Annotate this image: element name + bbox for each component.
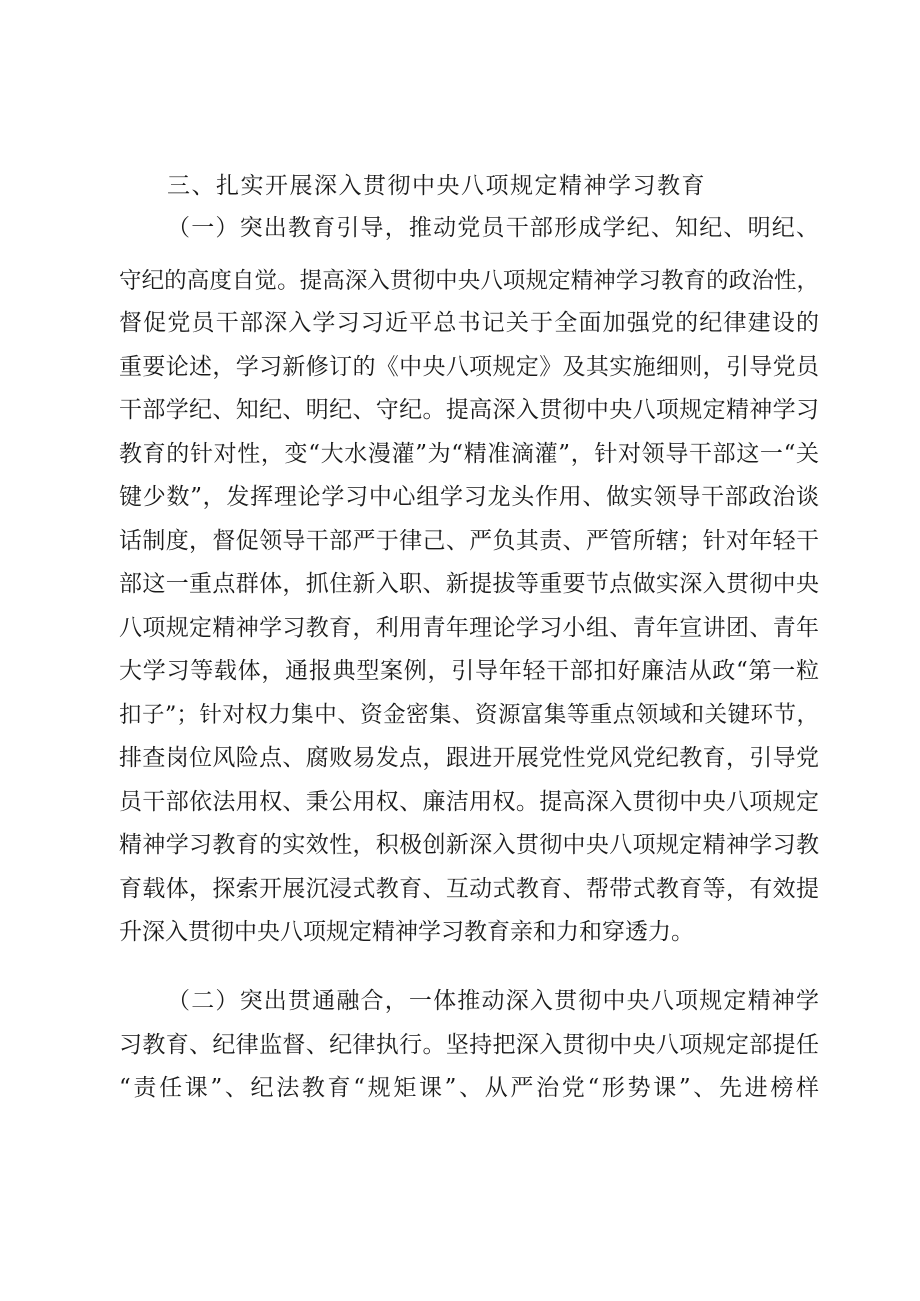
paragraph-1-line-10: 八项规定精神学习教育，利用青年理论学习小组、青年宣讲团、青年 xyxy=(119,615,819,641)
paragraph-1-line-8: 话制度，督促领导干部严于律己、严负其责、严管所辖；针对年轻干 xyxy=(119,528,819,554)
paragraph-1-line-2: 守纪的高度自觉。提高深入贯彻中央八项规定精神学习教育的政治性， xyxy=(119,268,819,294)
paragraph-1-line-4: 重要论述，学习新修订的《中央八项规定》及其实施细则，引导党员 xyxy=(119,354,819,380)
paragraph-1-line-17: 升深入贯彻中央八项规定精神学习教育亲和力和穿透力。 xyxy=(119,919,694,945)
paragraph-1-line-13: 排查岗位风险点、腐败易发点，跟进开展党性党风党纪教育，引导党 xyxy=(119,745,819,771)
paragraph-1-line-15: 精神学习教育的实效性，积极创新深入贯彻中央八项规定精神学习教 xyxy=(119,832,819,858)
paragraph-1-line-3: 督促党员干部深入学习习近平总书记关于全面加强党的纪律建设的 xyxy=(119,310,819,336)
paragraph-1-line-7: 键少数”，发挥理论学习中心组学习龙头作用、做实领导干部政治谈 xyxy=(119,484,819,510)
paragraph-2-line-2: 习教育、纪律监督、纪律执行。坚持把深入贯彻中央八项规定部提任 xyxy=(119,1032,819,1058)
paragraph-2-line-3: “责任课”、纪法教育“规矩课”、从严治党“形势课”、先进榜样 xyxy=(119,1075,819,1101)
paragraph-1-line-5: 干部学纪、知纪、明纪、守纪。提高深入贯彻中央八项规定精神学习 xyxy=(119,397,819,423)
section-heading: 三、扎实开展深入贯彻中央八项规定精神学习教育 xyxy=(167,173,706,199)
paragraph-1-line-1: （一）突出教育引导，推动党员干部形成学纪、知纪、明纪、 xyxy=(167,215,819,241)
paragraph-1-line-14: 员干部依法用权、秉公用权、廉洁用权。提高深入贯彻中央八项规定 xyxy=(119,789,819,815)
paragraph-1-line-12: 扣子”；针对权力集中、资金密集、资源富集等重点领域和关键环节， xyxy=(119,702,819,728)
paragraph-2-line-1: （二）突出贯通融合，一体推动深入贯彻中央八项规定精神学 xyxy=(167,988,819,1014)
paragraph-1-line-6: 教育的针对性，变“大水漫灌”为“精准滴灌”，针对领导干部这一“关 xyxy=(119,441,819,467)
paragraph-1-line-16: 育载体，探索开展沉浸式教育、互动式教育、帮带式教育等，有效提 xyxy=(119,876,819,902)
paragraph-1-line-11: 大学习等载体，通报典型案例，引导年轻干部扣好廉洁从政“第一粒 xyxy=(119,658,819,684)
paragraph-1-line-9: 部这一重点群体，抓住新入职、新提拔等重要节点做实深入贯彻中央 xyxy=(119,571,819,597)
